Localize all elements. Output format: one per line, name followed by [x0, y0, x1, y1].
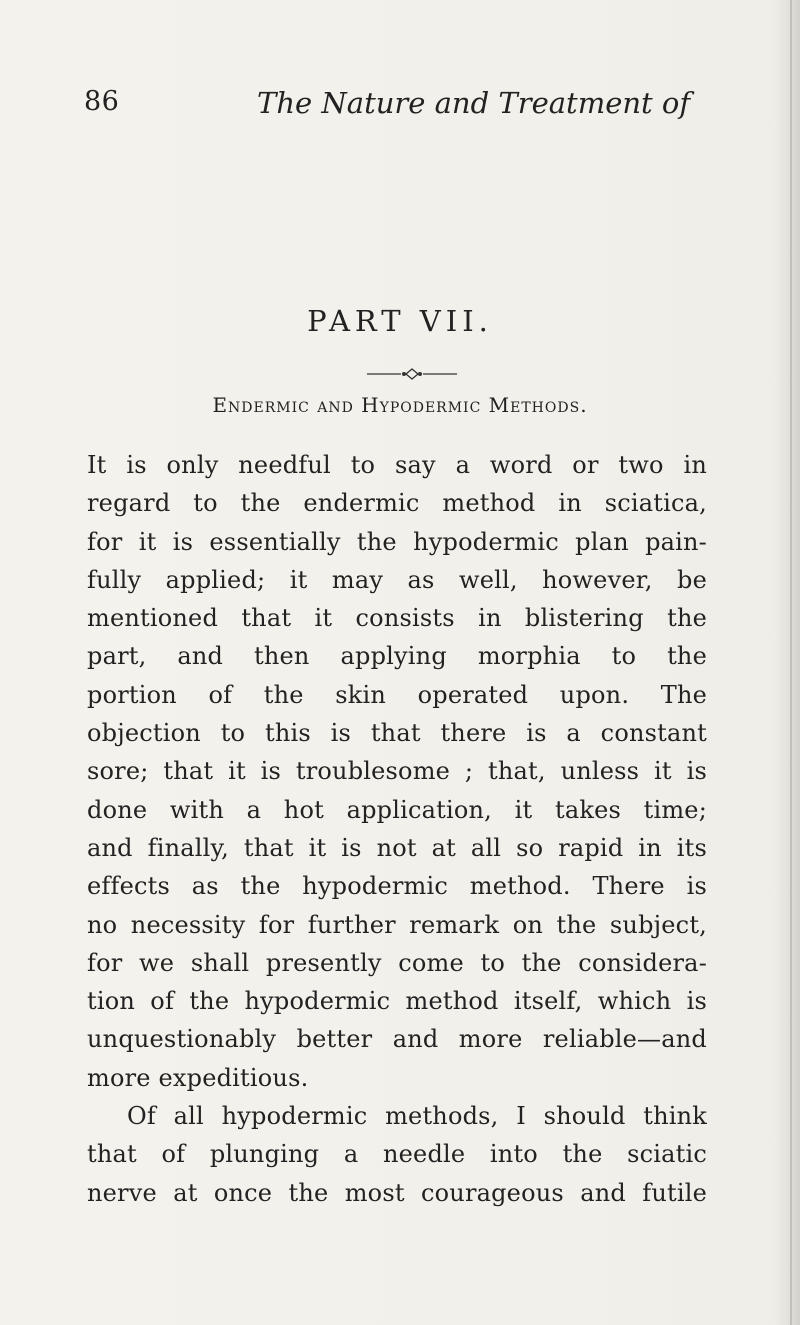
page-number: 86 — [84, 86, 120, 117]
paragraph-1-line: fully applied; it may as well, however, be — [87, 565, 707, 594]
paragraph-1-line: more expeditious. — [87, 1063, 309, 1092]
paragraph-2-line: nerve at once the most courageous and futile — [87, 1178, 707, 1207]
ornament-right-dot — [418, 372, 422, 376]
running-title: The Nature and Treatment of — [257, 86, 691, 120]
paragraph-1-line: done with a hot application, it takes time; — [87, 795, 707, 824]
paragraph-1-line: tion of the hypodermic method itself, which is — [87, 987, 707, 1016]
page-edge-line — [790, 0, 792, 1325]
paragraph-1-line: It is only needful to say a word or two in — [87, 451, 707, 479]
page-header — [84, 86, 704, 126]
paragraph-1-line: no necessity for further remark on the subject, — [87, 910, 707, 939]
paragraph-2 — [87, 1097, 707, 1212]
section-heading: Endermic and Hypodermic Methods. — [212, 393, 588, 417]
paragraph-1-line: unquestionably better and more reliable—and — [87, 1025, 707, 1054]
ornament-diamond — [406, 369, 418, 379]
paragraph-1-line: portion of the skin operated upon. The — [87, 680, 707, 709]
paragraph-1-line: effects as the hypodermic method. There is — [87, 872, 707, 901]
paragraph-1-line: and finally, that it is not at all so rapid in its — [87, 833, 707, 862]
paragraph-2-line: Of all hypodermic methods, I should think — [127, 1102, 707, 1131]
paragraph-1-line: mentioned that it consists in blistering the — [87, 604, 707, 633]
paragraph-1-line: part, and then applying morphia to the — [87, 642, 707, 671]
paragraph-2-line: that of plunging a needle into the sciatic — [87, 1140, 707, 1169]
paragraph-1 — [87, 446, 707, 1097]
paragraph-1-line: for we shall presently come to the considera- — [87, 948, 707, 977]
paragraph-1-line: sore; that it is troublesome ; that, unless it is — [87, 757, 707, 786]
paragraph-1-line: for it is essentially the hypodermic plan pain- — [87, 527, 707, 556]
page-edge-shadow — [774, 0, 800, 1325]
part-title: PART VII. — [307, 304, 493, 338]
paragraph-1-line: regard to the endermic method in sciatica, — [87, 489, 707, 518]
paragraph-1-line: objection to this is that there is a constant — [87, 719, 707, 748]
ornament-divider — [367, 367, 457, 381]
body-text — [87, 446, 707, 1212]
